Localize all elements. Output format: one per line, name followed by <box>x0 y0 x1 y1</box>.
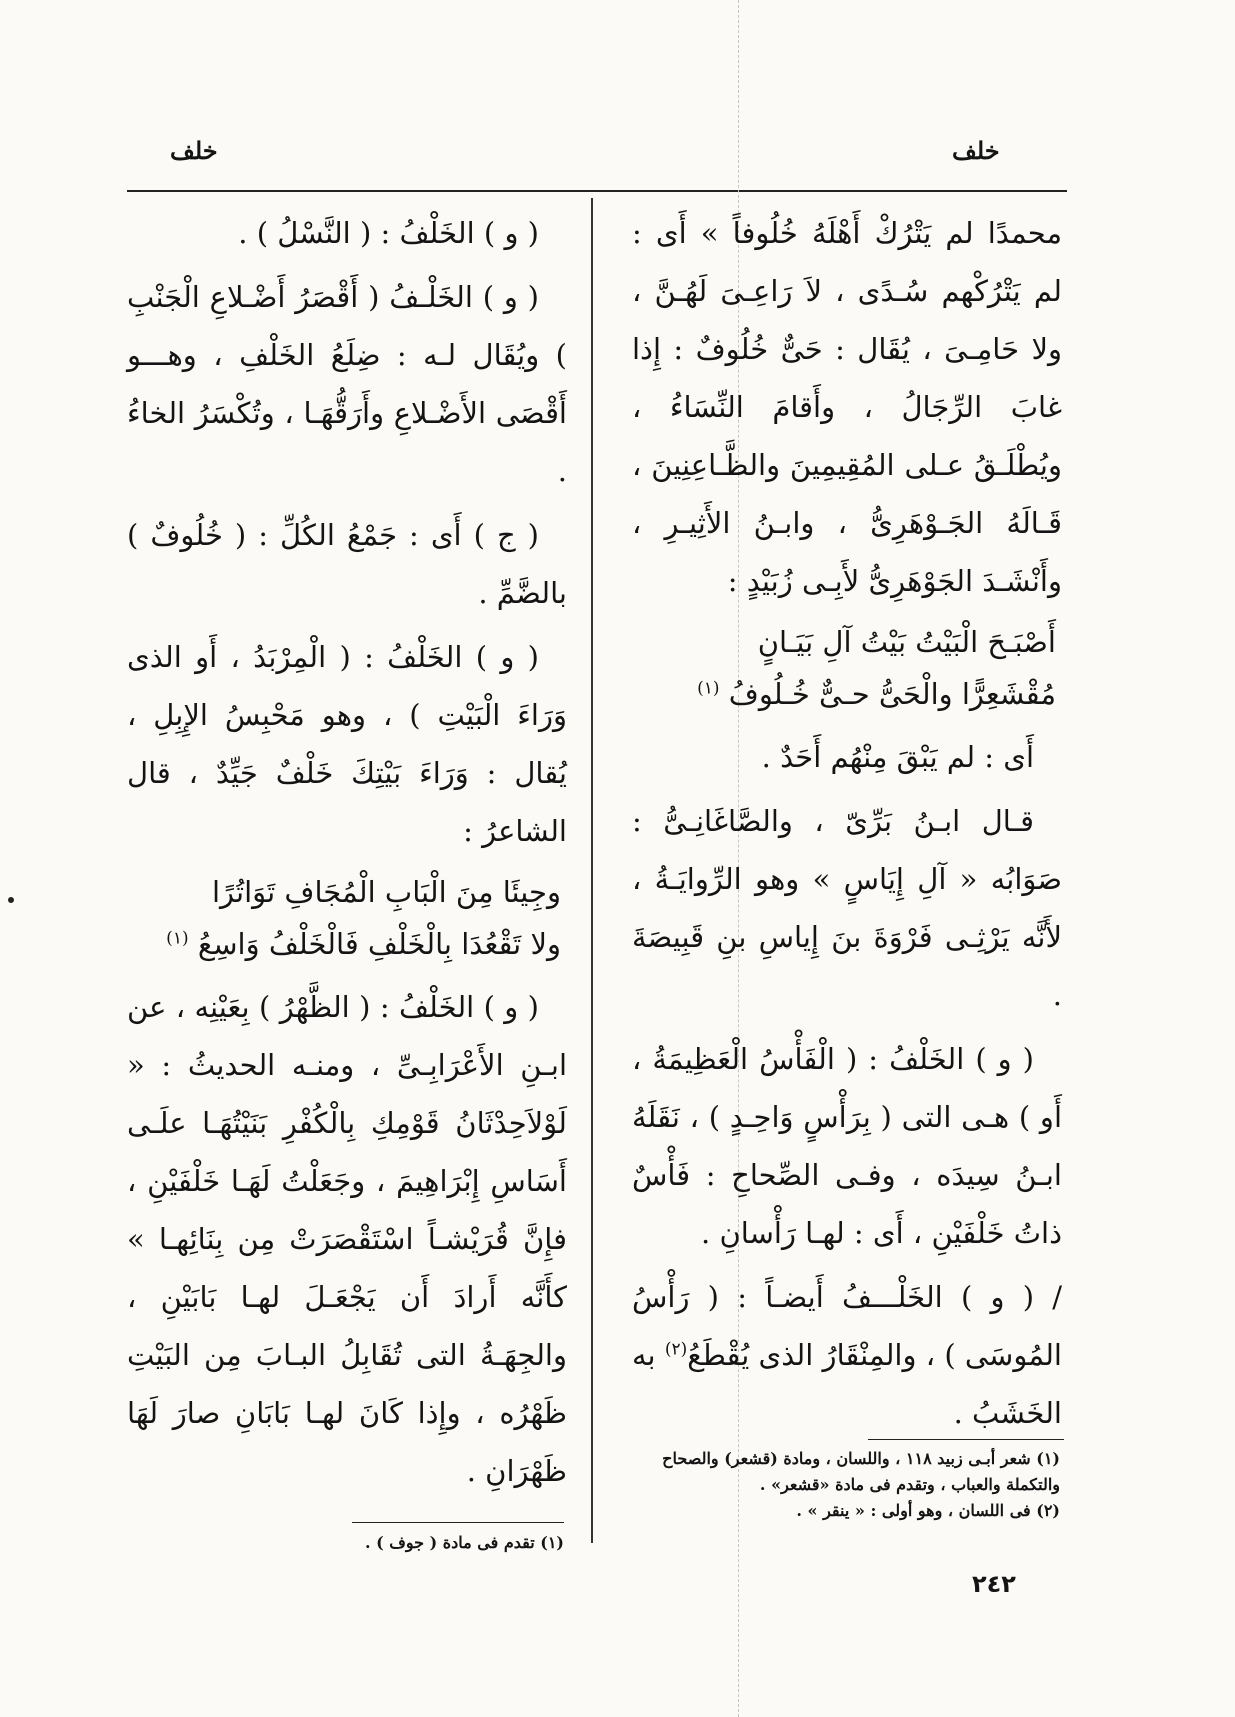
entry-paragraph: محمدًا لم يَتْرُكْ أَهْلَهُ خُلُوفاً » أَى : لم يَتْرُكْهم سُـدًى ، لاَ رَاعِـىَ لَهُـنَّ ، ولا حَامِـىَ ، يُقَال : حَىٌّ خُلُوفٌ : إِذا غابَ الرِّجَالُ ، وأَقامَ النِّسَاءُ ، ويُطْلَـقُ عـلى المُقِيمِينَ والظَّـاعِنِينَ ، قَـالَهُ الجَـوْهَرِىُّ ، وابـنُ الأَثِيـرِ ، وأَنْشَـدَ الجَوْهَرِىُّ لأَبِـى زُبَيْدٍ : <box>632 216 1062 598</box>
entry-paragraph <box>632 1268 1062 1442</box>
entry-paragraph: ( و ) الخَلْفُ : ( النَّسْلُ ) . <box>238 216 539 250</box>
entry-paragraph: أَى : لم يَبْقَ مِنْهُم أَحَدٌ . <box>761 740 1034 774</box>
running-head-right: خلف <box>952 136 1000 165</box>
footnotes-left <box>330 1530 564 1556</box>
left-column <box>127 204 567 1506</box>
column-divider <box>591 198 593 1543</box>
verse <box>127 866 567 970</box>
page-number: ٢٤٢ <box>972 1570 1016 1598</box>
footnote: (١) شعر أبـى زبيد ١١٨ ، واللسان ، ومادة (قشعر) والصحاح والتكملة والعباب ، وتقدم فى مادة «قشعر» . <box>662 1449 1060 1494</box>
entry-paragraph: ( ج ) أَى : جَمْعُ الكُلِّ : ( خُلُوفٌ ) بالضَّمِّ . <box>127 518 567 610</box>
paragraph-text: به الخَشَبُ . <box>632 1338 1062 1430</box>
verse <box>632 616 1062 720</box>
entry-paragraph: ( و ) الخَلْفُ : ( الظَّهْرُ ) بِعَيْنِه ، عن ابـنِ الأَعْرَابِـىِّ ، ومنـه الحديثُ : « لَوْلاَحِدْثَانُ قَوْمِكِ بِالْكُفْرِ بَنَيْتُهَـا علَـى أَسَاسِ إِبْرَاهِيمَ ، وجَعَلْتُ لَهَـا خَلْفَيْنِ ، فإِنَّ قُرَيْشـاً اسْتَقْصَرَتْ مِن بِنَائِهـا » كأَنَّه أَرادَ أَن يَجْعَـلَ لهـا بَابَيْنِ ، والجِهَـةُ التى تُقَابِلُ البـابَ مِن البَيْتِ ظَهْرُه ، وإِذا كَانَ لهـا بَابَانِ صارَ لَهَا ظَهْرَانِ . <box>127 990 567 1488</box>
verse-line: وجِيئَا مِنَ الْبَابِ الْمُجَافِ تَوَاتُرًا <box>211 875 561 909</box>
verse-line: أَصْبَـحَ الْبَيْتُ بَيْتُ آلِ بَيَـانٍ <box>757 625 1056 659</box>
entry-paragraph: ( و ) الخَلْفُ : ( الْفَأْسُ الْعَظِيمَةُ ، أَو ) هـى التى ( بِرَأْسٍ وَاحِـدٍ ) ، نَقَلَهُ ابـنُ سِيدَه ، وفـى الصِّحاحِ : فَأْسٌ ذاتُ خَلْفَيْنِ ، أَى : لهـا رَأْسانِ . <box>632 1042 1062 1250</box>
entry-paragraph: ( و ) الخَلْفُ : ( الْمِرْبَدُ ، أَو الذى وَرَاءَ الْبَيْتِ ) ، وهو مَحْبِسُ الإِبِلِ ، يُقال : وَرَاءَ بَيْتِكَ خَلْفٌ جَيِّدٌ ، قال الشاعرُ : <box>127 640 567 848</box>
running-head-left: خلف <box>170 136 218 165</box>
paragraph-text: / ( و ) الخَلْـــفُ أَيضـاً : ( رَأْسُ المُوسَى ) ، والمِنْقَارُ الذى يُقْطَعُ <box>632 1280 1062 1372</box>
margin-dot <box>8 897 14 903</box>
footnote-ref: (١) <box>166 928 189 949</box>
verse-line <box>127 918 567 970</box>
right-column <box>632 204 1062 1448</box>
header-rule <box>127 190 1067 192</box>
footnote-rule-right <box>868 1439 1064 1440</box>
entry-paragraph: ( و ) الخَلْـفُ ( أَقْصَرُ أَضْـلاعِ الْجَنْبِ ) ويُقَال لـه : ضِلَعُ الخَلْفِ ، وهـــو أَقْصَى الأَضْـلاعِ وأَرَقُّهَـا ، وتُكْسَرُ الخاءُ . <box>127 280 567 488</box>
footnote-ref: (٢) <box>664 1339 688 1360</box>
footnote-ref: (١) <box>697 678 720 699</box>
footnote: (١) تقدم فى مادة ( جوف ) . <box>365 1533 564 1552</box>
verse-line <box>632 668 1062 720</box>
footnote: (٢) فى اللسان ، وهو أولى : « ينقر » . <box>796 1501 1060 1520</box>
entry-paragraph: قـال ابـنُ بَرِّىّ ، والصَّاغَانِـىُّ : صَوَابُه « آلِ إِيَاسٍ » وهو الرِّوايَـةُ ، لأَنَّه يَرْثِـى فَرْوَةَ بنَ إِياسِ بنِ قَبِيصَةَ . <box>632 804 1062 1012</box>
verse-line-text: ولا تَقْعُدَا بِالْخَلْفِ فَالْخَلْفُ وَاسِعُ <box>197 927 561 961</box>
verse-line-text: مُقْشَعِرًّا والْحَىُّ حـىٌّ خُـلُوفُ <box>728 677 1056 711</box>
footnotes-right <box>640 1446 1060 1524</box>
footnote-rule-left <box>352 1522 564 1523</box>
